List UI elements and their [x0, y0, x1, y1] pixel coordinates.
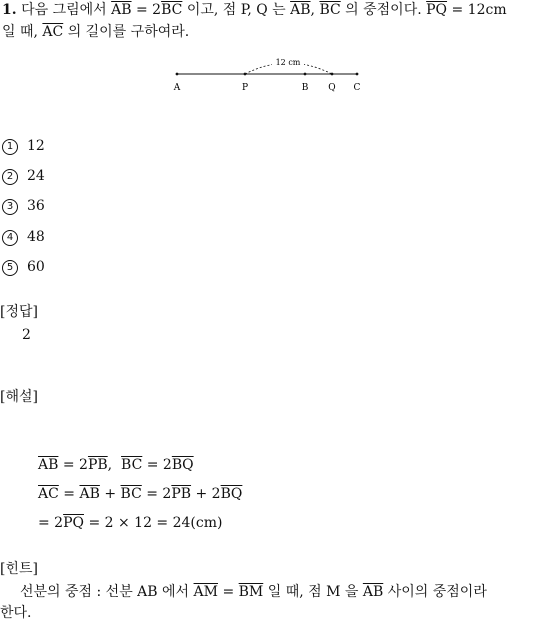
math-text: = 2 — [146, 486, 172, 502]
segment-ab: $\overline{AB}$ — [79, 486, 100, 502]
segment-ac: $\overline{AC}$ — [42, 24, 64, 40]
segment-figure — [160, 52, 380, 100]
segment-ab: $\overline{AB}$ — [38, 457, 59, 473]
segment-bc: $\overline{BC}$ — [121, 457, 143, 473]
math-text: = 2 — [38, 515, 64, 531]
choice-3[interactable] — [2, 196, 45, 216]
hint-label: [힌트] — [0, 561, 38, 577]
question-text: 의 중점이다. — [345, 2, 422, 18]
choice-value: 60 — [27, 259, 45, 275]
segment-ac: $\overline{AC}$ — [38, 486, 59, 502]
question-text: 일 때, — [2, 24, 38, 40]
choice-1[interactable] — [2, 136, 45, 156]
math-text: = — [222, 584, 235, 600]
hint-text: 선분의 중점 : 선분 AB 에서 — [20, 584, 190, 600]
hint-line-2: 한다. — [0, 605, 32, 621]
answer-label: [정답] — [0, 304, 38, 320]
hint-text: 일 때, 점 M 을 — [267, 584, 359, 600]
choice-value: 36 — [27, 198, 45, 214]
point-c — [356, 73, 359, 76]
question-line-2 — [2, 22, 189, 42]
hint-text: 사이의 중점이라 — [387, 584, 487, 600]
segment-pb: $\overline{PB}$ — [87, 457, 108, 473]
answer-value: 2 — [22, 327, 31, 343]
math-text: , — [107, 457, 113, 473]
choice-number: 3 — [2, 199, 18, 215]
question-text: 다음 그림에서 — [21, 2, 107, 18]
segment-am: $\overline{AM}$ — [193, 584, 218, 600]
choice-4[interactable] — [2, 227, 45, 247]
explanation-line-2 — [38, 484, 242, 504]
segment-bq: $\overline{BQ}$ — [220, 486, 243, 502]
explanation-line-3 — [38, 513, 222, 533]
arc-label: 12 cm — [275, 58, 301, 67]
segment-pb: $\overline{PB}$ — [171, 486, 192, 502]
label-c: C — [353, 83, 361, 93]
point-a — [176, 73, 179, 76]
segment-ab: $\overline{AB}$ — [111, 2, 132, 18]
segment-pq: $\overline{PQ}$ — [63, 515, 84, 531]
math-text: + 2 — [195, 486, 221, 502]
segment-bc: $\overline{BC}$ — [120, 486, 142, 502]
label-b: B — [301, 83, 309, 93]
choice-number: 4 — [2, 230, 18, 246]
segment-bc: $\overline{BC}$ — [319, 2, 341, 18]
point-p — [244, 73, 247, 76]
choice-value: 12 — [27, 138, 45, 154]
question-number: 1. — [2, 2, 17, 18]
math-text: = — [63, 486, 76, 502]
choice-number: 1 — [2, 139, 18, 155]
equals-text: = 2 — [136, 2, 162, 18]
segment-bm: $\overline{BM}$ — [238, 584, 264, 600]
question-text: 의 길이를 구하여라. — [67, 24, 190, 40]
explanation-line-1 — [38, 455, 194, 475]
segment-bq: $\overline{BQ}$ — [171, 457, 194, 473]
choice-value: 24 — [27, 168, 45, 184]
choice-value: 48 — [27, 229, 45, 245]
question-text: 이고, 점 P, Q 는 — [186, 2, 286, 18]
choice-number: 2 — [2, 169, 18, 185]
label-a: A — [173, 83, 181, 93]
label-q: Q — [328, 83, 336, 93]
math-text: = 2 — [62, 457, 88, 473]
math-text: = 2 — [146, 457, 172, 473]
length-text: = 12cm — [451, 2, 507, 18]
segment-ab: $\overline{AB}$ — [362, 584, 384, 600]
comma-text: , — [310, 2, 315, 18]
question-line-1 — [2, 0, 507, 20]
hint-line-1 — [20, 582, 487, 602]
choice-number: 5 — [2, 260, 18, 276]
choice-2[interactable] — [2, 166, 45, 186]
math-text: = 2 × 12 = 24(cm) — [88, 515, 223, 531]
point-b — [304, 73, 307, 76]
point-q — [331, 73, 334, 76]
segment-pq: $\overline{PQ}$ — [426, 2, 448, 18]
explanation-label: [해설] — [0, 389, 38, 405]
math-text: + — [104, 486, 117, 502]
segment-bc: $\overline{BC}$ — [161, 2, 183, 18]
label-p: P — [241, 83, 249, 93]
segment-ab: $\overline{AB}$ — [290, 2, 311, 18]
choice-5[interactable] — [2, 257, 45, 277]
